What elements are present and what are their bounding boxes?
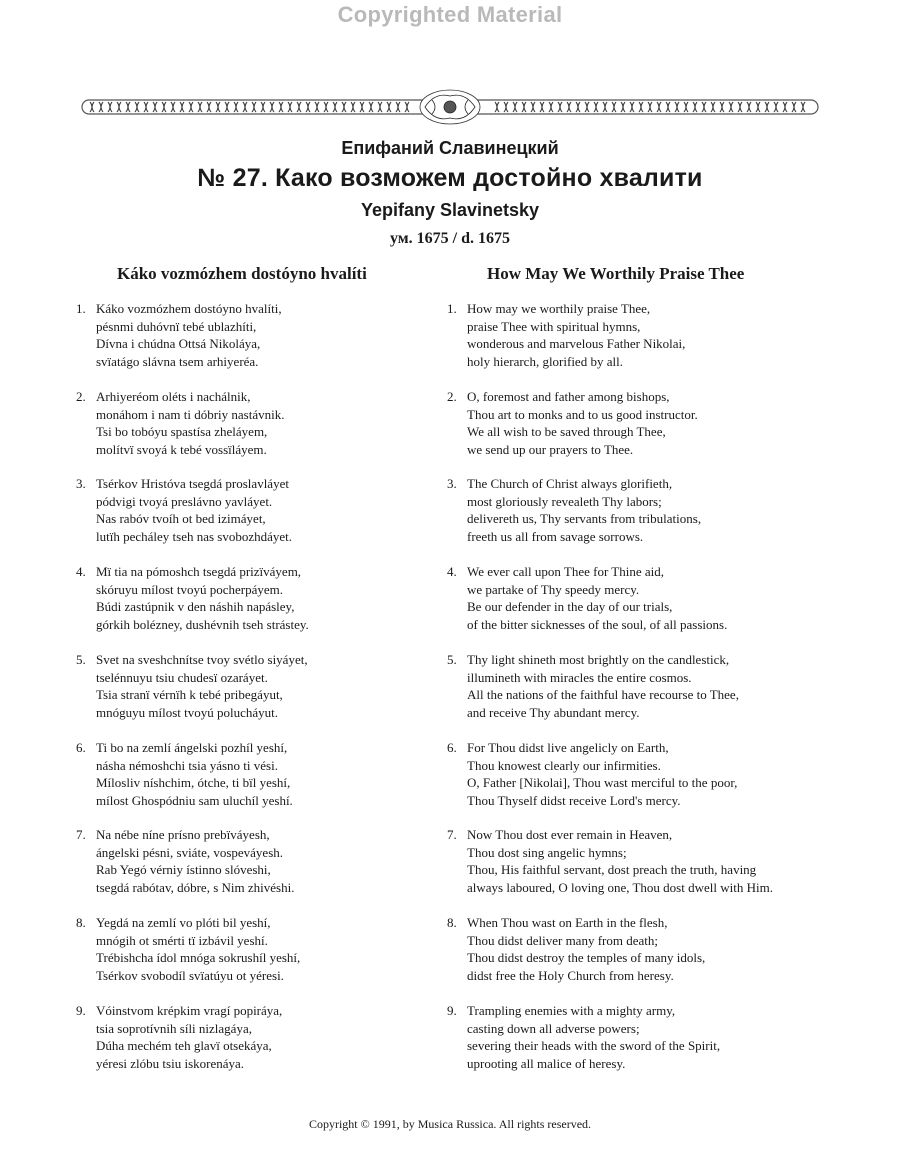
stanza-line: Thou didst deliver many from death; xyxy=(467,932,658,948)
stanza-number: 5. xyxy=(447,652,457,667)
stanza-line: molítvï svoyá k tebé vossïláyem. xyxy=(96,441,267,457)
stanza xyxy=(76,388,436,458)
stanza-line: Thou Thyself didst receive Lord's mercy. xyxy=(467,792,681,808)
stanza-line: All the nations of the faithful have recourse to Thee, xyxy=(467,687,739,703)
stanza-number: 3. xyxy=(76,476,86,491)
stanza-number: 9. xyxy=(447,1003,457,1018)
stanza-line: Dívna i chúdna Ottsá Nikoláya, xyxy=(96,336,261,352)
stanza xyxy=(447,300,847,370)
stanza-number: 8. xyxy=(76,915,86,930)
stanza-line: we send up our prayers to Thee. xyxy=(467,441,634,457)
author-english: Yepifany Slavinetsky xyxy=(360,200,540,220)
stanza xyxy=(76,475,436,545)
stanza-number: 1. xyxy=(76,301,86,316)
stanza-number: 8. xyxy=(447,915,457,930)
stanza-line: When Thou wast on Earth in the flesh, xyxy=(467,915,668,930)
stanza-line: O, foremost and father among bishops, xyxy=(467,389,670,404)
author-dates: ум. 1675 / d. 1675 xyxy=(389,230,511,247)
stanza-line: Vóinstvom krépkim vragí popiráya, xyxy=(96,1003,283,1018)
stanza-line: ángelski pésni, sviáte, vospeváyesh. xyxy=(96,844,284,860)
stanza-line: Trébishcha ídol mnóga sokrushíl yeshí, xyxy=(96,950,301,966)
transliteration-heading: Káko vozmózhem dostóyno hvalíti xyxy=(117,264,367,283)
stanza-line: most gloriously revealeth Thy labors; xyxy=(467,493,662,509)
stanza-line: We ever call upon Thee for Thine aid, xyxy=(467,564,665,579)
stanza-line: Thy light shineth most brightly on the candlestick, xyxy=(467,652,730,667)
stanza-line: yéresi zlóbu tsiu iskorenáya. xyxy=(96,1055,245,1071)
stanza-line: Tsi bo tobóyu spastísa zheláyem, xyxy=(96,424,268,440)
stanza-line: svïatágo slávna tsem arhiyeréa. xyxy=(96,353,259,369)
stanza-line: pésnmi duhóvnï tebé ublazhíti, xyxy=(96,318,257,334)
stanza-line: Nas rabóv tvoíh ot bed izimáyet, xyxy=(96,511,266,527)
stanza-line: Yegdá na zemlí vo plóti bil yeshí, xyxy=(96,915,271,930)
stanza xyxy=(76,739,436,809)
stanza-number: 9. xyxy=(76,1003,86,1018)
stanza-line: lutïh pecháley tseh nas svobozhdáyet. xyxy=(96,528,293,544)
stanza-line: Búdi zastúpnik v den náshih napásley, xyxy=(96,599,295,615)
stanza xyxy=(447,1002,847,1072)
stanza xyxy=(447,388,847,458)
stanza xyxy=(76,563,436,633)
stanza-line: mílost Ghospódniu sam uluchíl yeshí. xyxy=(96,792,293,808)
stanza-number: 6. xyxy=(76,740,86,755)
stanza-line: always laboured, O loving one, Thou dost dwell with Him. xyxy=(467,879,773,895)
stanza-line: Now Thou dost ever remain in Heaven, xyxy=(467,827,673,842)
copyright-notice: Copyright © 1991, by Musica Russica. All rights reserved. xyxy=(308,1117,592,1131)
stanza-line: mnóguyu mílost tvoyú polucháyut. xyxy=(96,704,278,720)
stanza-line: wonderous and marvelous Father Nikolai, xyxy=(467,336,686,352)
stanza-number: 6. xyxy=(447,740,457,755)
stanza xyxy=(447,475,847,545)
stanza-line: górkih bolézney, dushévnih tseh strástey. xyxy=(96,616,309,632)
stanza-line: holy hierarch, glorified by all. xyxy=(467,353,623,369)
stanza-line: For Thou didst live angelicly on Earth, xyxy=(467,740,669,755)
stanza-line: tselénnuyu tsiu chudesï ozaráyet. xyxy=(96,669,268,685)
stanza-line: Thou knowest clearly our infirmities. xyxy=(467,757,661,773)
stanza xyxy=(447,739,847,809)
stanza-line: tsegdá rabótav, dóbre, s Nim zhivéshi. xyxy=(96,879,295,895)
stanza-number: 1. xyxy=(447,301,457,316)
stanza-line: násha némoshchi tsia yásno ti vési. xyxy=(96,757,278,773)
stanza-line: Thou dost sing angelic hymns; xyxy=(467,844,627,860)
stanza-line: didst free the Holy Church from heresy. xyxy=(467,967,674,983)
stanza-line: Thou art to monks and to us good instructor. xyxy=(467,406,698,422)
stanza-line: tsia soprotívnih síli nizlagáya, xyxy=(96,1020,252,1036)
stanza xyxy=(76,914,436,984)
stanza xyxy=(76,826,436,896)
stanza xyxy=(447,651,847,721)
stanza-line: Trampling enemies with a mighty army, xyxy=(467,1003,676,1018)
stanza-line: Dúha mechém teh glavï otsekáya, xyxy=(96,1038,272,1054)
stanza-line: severing their heads with the sword of the Spirit, xyxy=(467,1038,721,1054)
stanza-line: we partake of Thy speedy mercy. xyxy=(467,581,640,597)
stanza-line: praise Thee with spiritual hymns, xyxy=(467,318,641,334)
stanza-number: 2. xyxy=(76,389,86,404)
stanza xyxy=(447,563,847,633)
stanza-number: 3. xyxy=(447,476,457,491)
stanza-line: We all wish to be saved through Thee, xyxy=(467,424,666,440)
stanza-line: delivereth us, Thy servants from tribulations, xyxy=(467,511,702,527)
ornamental-header-border xyxy=(80,88,820,128)
page-title: № 27. Како возможем достойно хвалити xyxy=(197,164,703,192)
stanza-number: 5. xyxy=(76,652,86,667)
stanza-line: Káko vozmózhem dostóyno hvalíti, xyxy=(96,301,282,316)
stanza-line: monáhom i nam ti dóbriy nastávnik. xyxy=(96,406,285,422)
stanza-line: freeth us all from savage sorrows. xyxy=(467,528,644,544)
stanza-line: casting down all adverse powers; xyxy=(467,1020,640,1036)
copyrighted-material-watermark: Copyrighted Material xyxy=(337,2,563,27)
translation-heading: How May We Worthily Praise Thee xyxy=(487,264,745,283)
stanza-line: The Church of Christ always glorifieth, xyxy=(467,476,673,491)
stanza xyxy=(447,826,847,896)
stanza-line: Mï tia na pómoshch tsegdá prizïváyem, xyxy=(96,564,302,579)
stanza-line: Thou didst destroy the temples of many idols, xyxy=(467,950,706,966)
stanza-line: Tsia stranï vérnïh k tebé pribegáyut, xyxy=(96,687,283,703)
stanza-line: Ti bo na zemlí ángelski pozhíl yeshí, xyxy=(96,740,288,755)
stanza-number: 4. xyxy=(76,564,86,579)
author-russian: Епифаний Славинецкий xyxy=(341,138,559,158)
stanza-number: 7. xyxy=(76,827,86,842)
stanza-line: Na nébe níne prísno prebïváyesh, xyxy=(96,827,270,842)
stanza-number: 4. xyxy=(447,564,457,579)
stanza-line: Tsérkov svobodíl svïatúyu ot yéresi. xyxy=(96,967,284,983)
stanza-line: Svet na sveshchnítse tvoy svétlo siyáyet, xyxy=(96,652,308,667)
stanza-line: How may we worthily praise Thee, xyxy=(467,301,651,316)
stanza-line: illumineth with miracles the entire cosmos. xyxy=(467,669,692,685)
stanza-line: of the bitter sicknesses of the soul, of all passions. xyxy=(467,616,728,632)
stanza-line: mnógih ot smérti tï izbávil yeshí. xyxy=(96,932,268,948)
stanza-line: Thou, His faithful servant, dost preach the truth, having xyxy=(467,862,757,878)
stanza xyxy=(76,1002,436,1072)
stanza-line: and receive Thy abundant mercy. xyxy=(467,704,640,720)
stanza xyxy=(76,300,436,370)
stanza-line: Tsérkov Hristóva tsegdá proslavláyet xyxy=(96,476,289,491)
stanza-line: O, Father [Nikolai], Thou wast merciful to the poor, xyxy=(467,775,738,791)
stanza-line: Be our defender in the day of our trials, xyxy=(467,599,673,615)
stanza-line: pódvigi tvoyá preslávno yavláyet. xyxy=(96,493,273,509)
stanza xyxy=(447,914,847,984)
stanza-line: Mílosliv níshchim, ótche, ti bïl yeshí, xyxy=(96,775,291,791)
stanza-line: uprooting all malice of heresy. xyxy=(467,1055,626,1071)
stanza-line: Rab Yegó vérniy ístinno slóveshi, xyxy=(96,862,271,878)
stanza xyxy=(76,651,436,721)
stanza-line: skóruyu mílost tvoyú pocherpáyem. xyxy=(96,581,284,597)
stanza-number: 2. xyxy=(447,389,457,404)
stanza-line: Arhiyeréom oléts i nachálnik, xyxy=(96,389,251,404)
stanza-number: 7. xyxy=(447,827,457,842)
